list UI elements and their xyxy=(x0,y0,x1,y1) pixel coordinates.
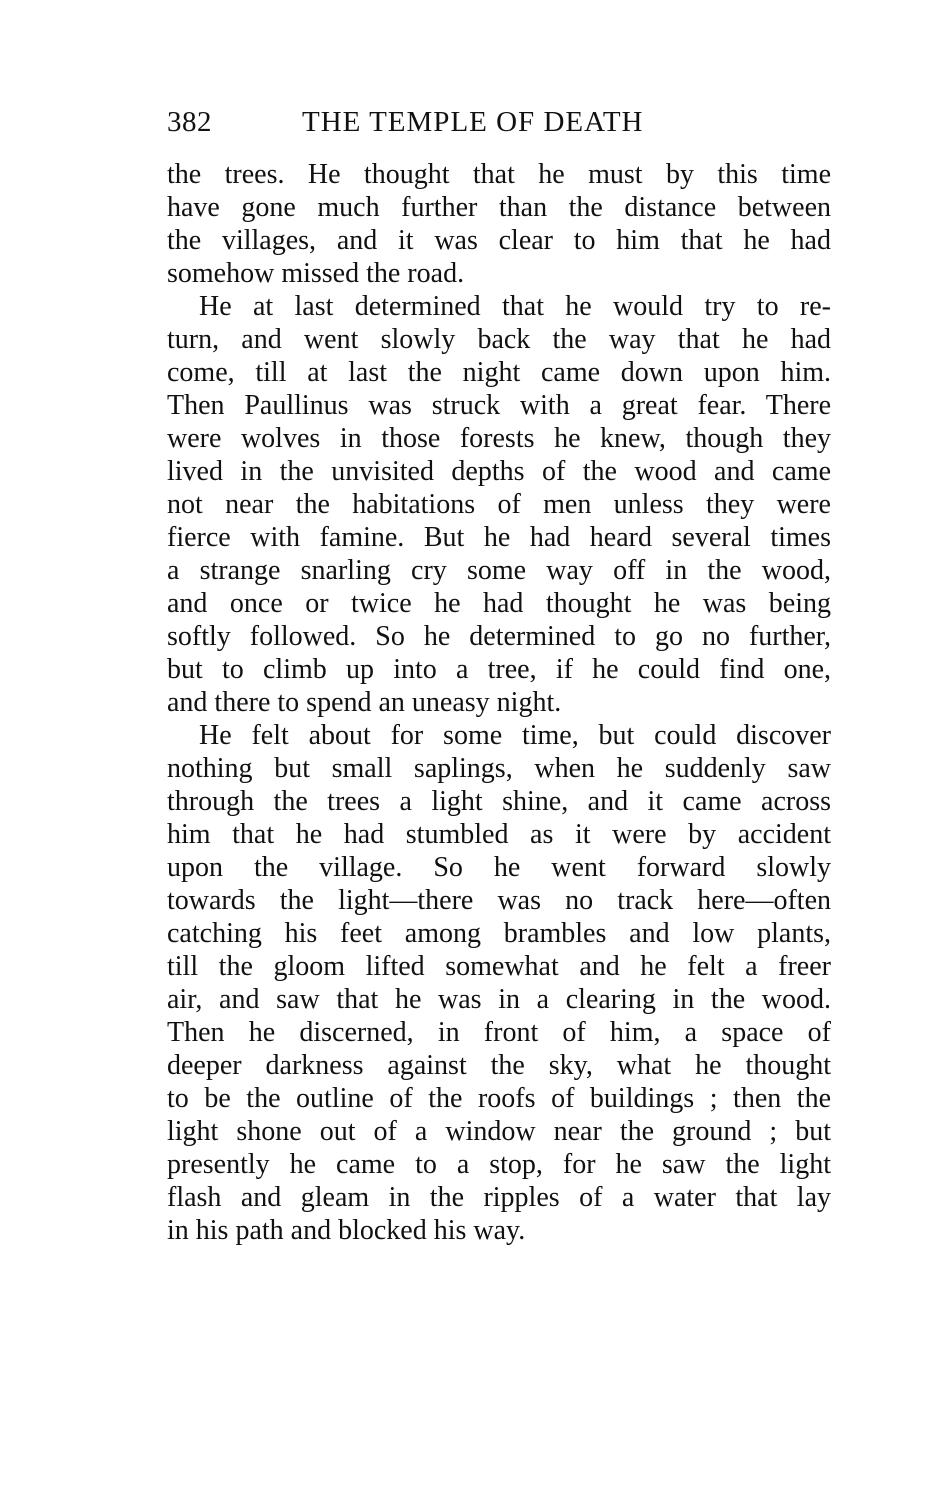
text-line: softly followed. So he determined to go no further, xyxy=(167,621,831,652)
paragraph-3 xyxy=(167,719,831,1247)
text-line: air, and saw that he was in a clearing in the wood. xyxy=(167,984,831,1015)
text-line: He at last determined that he would try to re- xyxy=(199,291,831,322)
text-line: through the trees a light shine, and it came across xyxy=(167,786,831,817)
text-line: presently he came to a stop, for he saw the light xyxy=(167,1149,831,1180)
text-line: flash and gleam in the ripples of a water that lay xyxy=(167,1182,831,1213)
text-line: till the gloom lifted somewhat and he felt a freer xyxy=(167,951,831,982)
text-line: He felt about for some time, but could discover xyxy=(199,720,831,751)
text-line: were wolves in those forests he knew, though they xyxy=(167,423,831,454)
text-line: upon the village. So he went forward slowly xyxy=(167,852,831,883)
text-line: catching his feet among brambles and low plants, xyxy=(167,918,831,949)
text-line: to be the outline of the roofs of buildings ; then the xyxy=(167,1083,831,1114)
running-head xyxy=(167,100,831,144)
text-line: somehow missed the road. xyxy=(167,258,465,289)
book-page xyxy=(167,100,831,1247)
paragraph-1 xyxy=(167,158,831,290)
text-line: not near the habitations of men unless they were xyxy=(167,489,831,520)
text-line: towards the light—there was no track here—often xyxy=(167,885,831,916)
text-line: the villages, and it was clear to him that he had xyxy=(167,225,831,256)
text-line: in his path and blocked his way. xyxy=(167,1215,526,1246)
text-line: deeper darkness against the sky, what he thought xyxy=(167,1050,831,1081)
text-line: come, till at last the night came down upon him. xyxy=(167,357,831,388)
body-text xyxy=(167,158,831,1247)
text-line: lived in the unvisited depths of the wood and came xyxy=(167,456,831,487)
text-line: turn, and went slowly back the way that he had xyxy=(167,324,831,355)
text-line: the trees. He thought that he must by this time xyxy=(167,159,831,190)
text-line: have gone much further than the distance between xyxy=(167,192,831,223)
text-line: Then Paullinus was struck with a great fear. There xyxy=(167,390,831,421)
text-line: nothing but small saplings, when he suddenly saw xyxy=(167,753,831,784)
text-line: and once or twice he had thought he was being xyxy=(167,588,831,619)
text-line: him that he had stumbled as it were by accident xyxy=(167,819,831,850)
text-line: Then he discerned, in front of him, a space of xyxy=(167,1017,831,1048)
text-line: fierce with famine. But he had heard several times xyxy=(167,522,831,553)
text-line: a strange snarling cry some way off in the wood, xyxy=(167,555,831,586)
paragraph-2 xyxy=(167,290,831,719)
text-line: light shone out of a window near the ground ; but xyxy=(167,1116,831,1147)
text-line: and there to spend an uneasy night. xyxy=(167,687,562,718)
running-title: THE TEMPLE OF DEATH xyxy=(302,106,644,138)
text-line: but to climb up into a tree, if he could find one, xyxy=(167,654,831,685)
page-number: 382 xyxy=(167,106,212,138)
